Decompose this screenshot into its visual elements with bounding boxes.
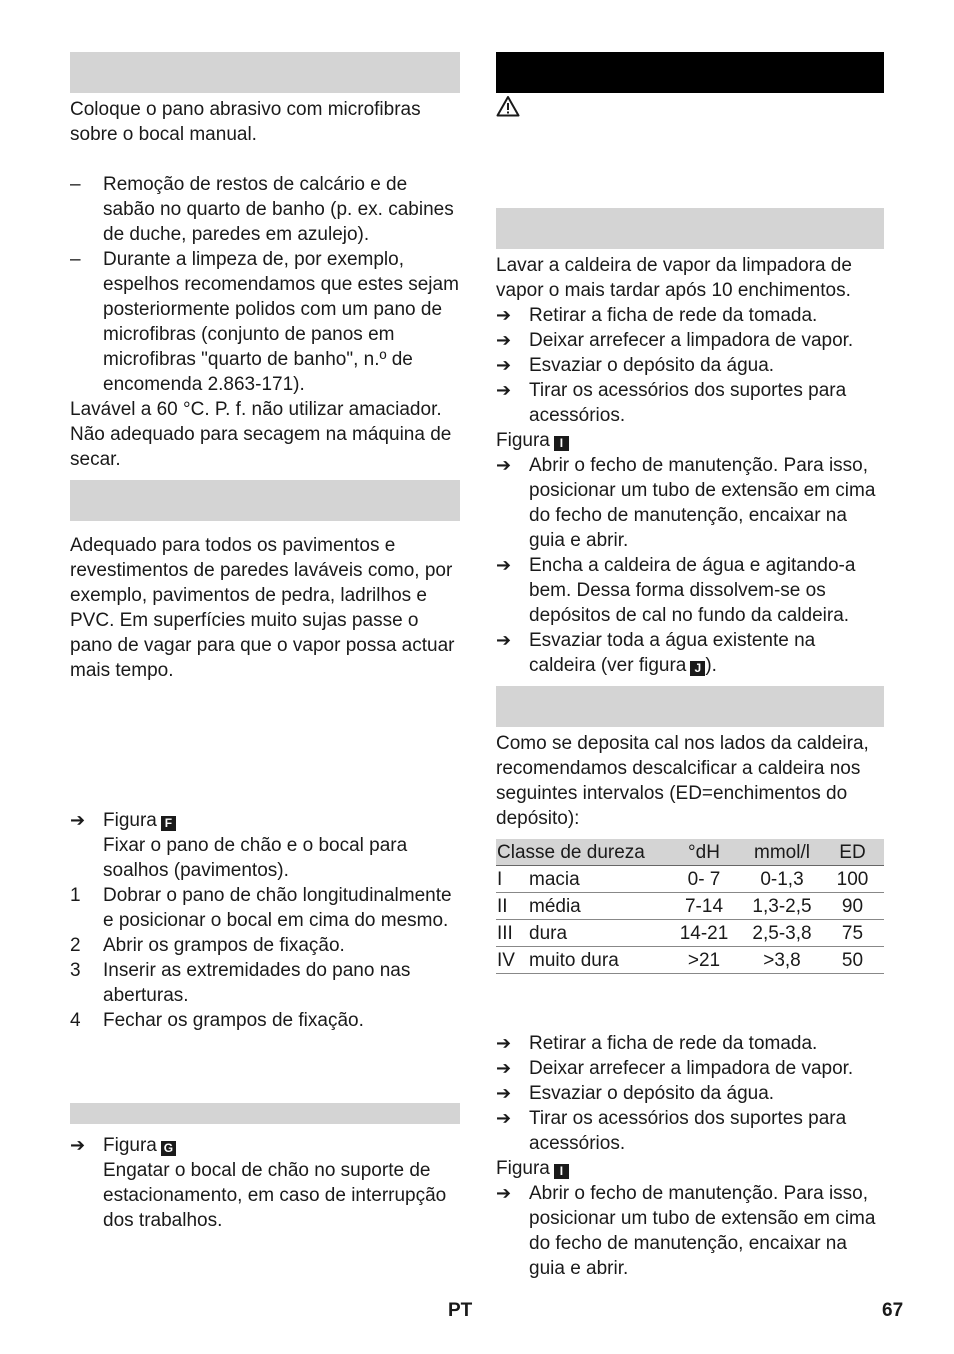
list-item: ➔ Esvaziar o depósito da água. — [496, 355, 775, 376]
arrow-right-icon: ➔ — [70, 810, 86, 830]
section-header-bar-parking — [70, 1103, 460, 1124]
figure-reference: Figura I — [496, 428, 884, 453]
figure-g-icon: G — [161, 1141, 176, 1156]
list-item: 2 Abrir os grampos de fixação. — [70, 935, 345, 956]
figure-reference: Figura I — [496, 1156, 884, 1181]
list-item: ➔ Deixar arrefecer a limpadora de vapor. — [496, 1058, 854, 1079]
footer-language: PT — [448, 1300, 473, 1321]
table-row: IV muito dura >21 >3,8 50 — [496, 947, 884, 974]
list-item: 3 Inserir as extremidades do pano nas aberturas. — [70, 960, 411, 1006]
figure-step-g: ➔ Figura G Engatar o bocal de chão no suporte de estacionamento, em caso de interrupção dos trabalhos. — [70, 1135, 447, 1231]
figure-j-icon: J — [690, 661, 705, 676]
chapter-header-bar — [496, 52, 884, 93]
figure-f-icon: F — [161, 816, 176, 831]
list-item: ➔ Abrir o fecho de manutenção. Para isso, posicionar um tubo de extensão em cima do fecho de manutenção, encaixar na guia e abrir. — [496, 455, 876, 551]
microfiber-intro: Coloque o pano abrasivo com microfibras sobre o bocal manual. — [70, 99, 421, 145]
figure-i-icon: I — [554, 436, 569, 451]
arrow-right-icon: ➔ — [496, 1033, 512, 1053]
list-item: – Durante a limpeza de, por exemplo, espelhos recomendamos que estes sejam posteriormente polidos com um pano de microfibras (conjunto de panos em microfibras "quarto de banho", n.º de encomenda 2.863-171). — [70, 249, 459, 395]
right-column — [496, 52, 884, 1281]
arrow-right-icon: ➔ — [496, 380, 512, 400]
list-item: ➔ Deixar arrefecer a limpadora de vapor. — [496, 330, 854, 351]
arrow-right-icon: ➔ — [496, 1083, 512, 1103]
list-item: ➔ Encha a caldeira de água e agitando-a bem. Dessa forma dissolvem-se os depósitos de cal no fundo da caldeira. — [496, 555, 856, 626]
arrow-right-icon: ➔ — [496, 330, 512, 350]
warning-icon — [496, 95, 520, 117]
table-row: II média 7-14 1,3-2,5 90 — [496, 893, 884, 920]
footer-page-number: 67 — [882, 1300, 904, 1321]
arrow-right-icon: ➔ — [496, 305, 512, 325]
hardness-table — [496, 839, 884, 974]
figure-step-f: ➔ Figura F Fixar o pano de chão e o bocal para soalhos (pavimentos). — [70, 810, 408, 881]
wash-note: Lavável a 60 °C. P. f. não utilizar amaciador. Não adequado para secagem na máquina de secar. — [70, 399, 452, 470]
arrow-right-icon: ➔ — [496, 630, 512, 650]
left-column — [70, 52, 460, 1233]
section-header-bar-descale — [496, 686, 884, 727]
section-header-bar-rinse — [496, 208, 884, 249]
table-row: III dura 14-21 2,5-3,8 75 — [496, 920, 884, 947]
arrow-right-icon: ➔ — [496, 555, 512, 575]
arrow-right-icon: ➔ — [496, 1108, 512, 1128]
list-item: ➔ Esvaziar toda a água existente na caldeira (ver figura J ). — [496, 630, 816, 676]
arrow-right-icon: ➔ — [496, 1183, 512, 1203]
section-header-bar-floor — [70, 480, 460, 521]
list-item: ➔ Retirar a ficha de rede da tomada. — [496, 305, 818, 326]
figure-i-icon: I — [554, 1164, 569, 1179]
section-header-bar-microfiber — [70, 52, 460, 93]
table-row: I macia 0- 7 0-1,3 100 — [496, 866, 884, 893]
list-item: 1 Dobrar o pano de chão longitudinalmente e posicionar o bocal em cima do mesmo. — [70, 885, 452, 931]
list-item: ➔ Retirar a ficha de rede da tomada. — [496, 1033, 818, 1054]
table-header-row: Classe de dureza °dH mmol/l ED — [496, 839, 884, 866]
list-item: ➔ Esvaziar o depósito da água. — [496, 1083, 775, 1104]
list-item: 4 Fechar os grampos de fixação. — [70, 1010, 364, 1031]
arrow-right-icon: ➔ — [496, 1058, 512, 1078]
list-item: ➔ Abrir o fecho de manutenção. Para isso, posicionar um tubo de extensão em cima do fecho de manutenção, encaixar na guia e abrir. — [496, 1183, 876, 1279]
rinse-intro: Lavar a caldeira de vapor da limpadora de vapor o mais tardar após 10 enchimentos. — [496, 255, 852, 301]
arrow-right-icon: ➔ — [496, 455, 512, 475]
descale-intro: Como se deposita cal nos lados da caldeira, recomendamos descalcificar a caldeira nos seguintes intervalos (ED=enchimentos do depósito): — [496, 733, 869, 829]
arrow-right-icon: ➔ — [496, 355, 512, 375]
list-item: ➔ Tirar os acessórios dos suportes para acessórios. — [496, 380, 847, 426]
list-item: – Remoção de restos de calcário e de sabão no quarto de banho (p. ex. cabines de duche, paredes em azulejo). — [70, 174, 454, 245]
arrow-right-icon: ➔ — [70, 1135, 86, 1155]
floor-intro: Adequado para todos os pavimentos e revestimentos de paredes laváveis como, por exemplo, pavimentos de pedra, ladrilhos e PVC. Em superfícies muito sujas passe o pano de vagar para que o vapor possa actuar mais tempo. — [70, 535, 455, 681]
list-item: ➔ Tirar os acessórios dos suportes para acessórios. — [496, 1108, 847, 1154]
